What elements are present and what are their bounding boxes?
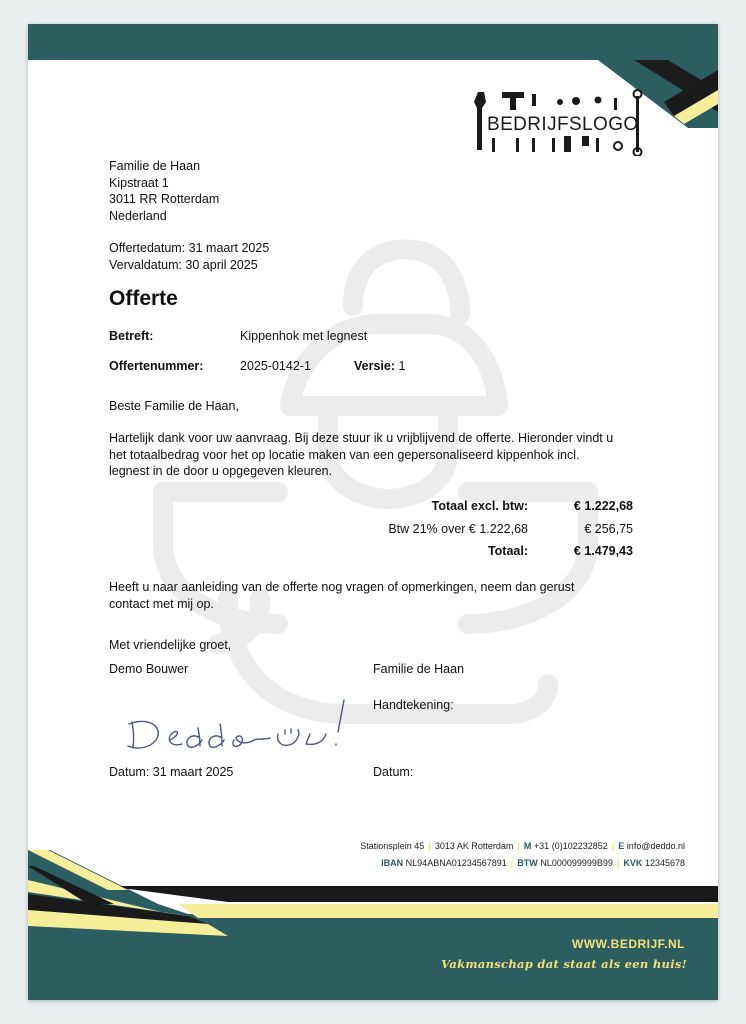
sender-date: Datum: 31 maart 2025 bbox=[109, 765, 234, 779]
recipient-name: Familie de Haan bbox=[109, 159, 201, 173]
footer-email-label: E bbox=[618, 841, 625, 851]
footer-bank-line: IBAN NL94ABNA01234567891 | BTW NL000099999B99 | KVK 12345678 bbox=[381, 858, 685, 868]
client-signature-label: Handtekening: bbox=[373, 698, 454, 712]
offer-number-label: Offertenummer: bbox=[109, 359, 204, 373]
footer-website[interactable]: WWW.BEDRIJF.NL bbox=[572, 937, 685, 951]
sender-name: Demo Bouwer bbox=[109, 662, 189, 676]
version-value: 1 bbox=[398, 359, 406, 373]
footer-btw-label: BTW bbox=[517, 858, 538, 868]
intro-paragraph: Hartelijk dank voor uw aanvraag. Bij deze stuur ik u vrijblijvend de offerte. Hieronder vindt u het totaalbedrag voor het op locatie maken van een gepersonaliseerd kippenhok incl. legnest in de door u opgegeven kleuren. bbox=[109, 431, 614, 478]
footer-address: Stationsplein 45 bbox=[360, 841, 425, 851]
total-excl-value: € 1.222,68 bbox=[573, 499, 633, 513]
recipient-address bbox=[109, 158, 219, 224]
recipient-city: 3011 RR Rotterdam bbox=[109, 192, 220, 206]
total-value: € 1.479,43 bbox=[573, 544, 633, 558]
client-name: Familie de Haan bbox=[373, 662, 465, 676]
client-date: Datum: bbox=[373, 765, 414, 779]
logo-text: BEDRIJFSLOGO bbox=[487, 114, 639, 135]
greeting: Met vriendelijke groet, bbox=[109, 638, 232, 652]
footer-kvk: 12345678 bbox=[644, 858, 685, 868]
salutation: Beste Familie de Haan, bbox=[109, 399, 239, 413]
recipient-street: Kipstraat 1 bbox=[109, 175, 169, 190]
footer-slogan: Vakmanschap dat staat als een huis! bbox=[441, 957, 687, 971]
subject-value: Kippenhok met legnest bbox=[240, 329, 368, 343]
sender-signature bbox=[120, 688, 360, 758]
offer-date: Offertedatum: 31 maart 2025 bbox=[109, 241, 270, 255]
footer-postal: 3013 AK Rotterdam bbox=[434, 841, 514, 851]
footer-btw: NL000099999B99 bbox=[540, 858, 613, 868]
footer-iban: NL94ABNA01234567891 bbox=[405, 858, 507, 868]
footer-phone[interactable]: +31 (0)102232852 bbox=[533, 841, 608, 851]
version bbox=[354, 358, 405, 375]
vat-value: € 256,75 bbox=[584, 522, 633, 536]
total-label: Totaal: bbox=[487, 544, 528, 558]
recipient-country: Nederland bbox=[109, 208, 167, 223]
bottom-yellow-stripe bbox=[178, 904, 718, 918]
footer-kvk-label: KVK bbox=[623, 858, 643, 868]
closing-paragraph: Heeft u naar aanleiding van de offerte nog vragen of opmerkingen, neem dan gerust contact met mij op. bbox=[109, 580, 575, 611]
expiry-date: Vervaldatum: 30 april 2025 bbox=[109, 257, 258, 272]
offer-dates bbox=[109, 240, 269, 273]
footer-phone-label: M bbox=[523, 841, 532, 851]
footer-iban-label: IBAN bbox=[381, 858, 404, 868]
company-logo bbox=[472, 88, 644, 156]
vat-label: Btw 21% over € 1.222,68 bbox=[388, 522, 528, 536]
top-band bbox=[28, 24, 718, 60]
subject-label: Betreft: bbox=[109, 329, 154, 343]
total-excl-label: Totaal excl. btw: bbox=[431, 499, 528, 513]
page-title: Offerte bbox=[109, 287, 178, 310]
footer-email[interactable]: info@deddo.nl bbox=[626, 841, 685, 851]
offer-number-value: 2025-0142-1 bbox=[240, 359, 311, 373]
version-label: Versie: bbox=[354, 359, 396, 373]
tools-logo-icon bbox=[472, 88, 644, 156]
bottom-black-stripe bbox=[106, 886, 718, 902]
footer-contact-line: Stationsplein 45 | 3013 AK Rotterdam | M +31 (0)102232852 | E info@deddo.nl bbox=[360, 841, 685, 851]
offer-document bbox=[28, 24, 718, 1000]
